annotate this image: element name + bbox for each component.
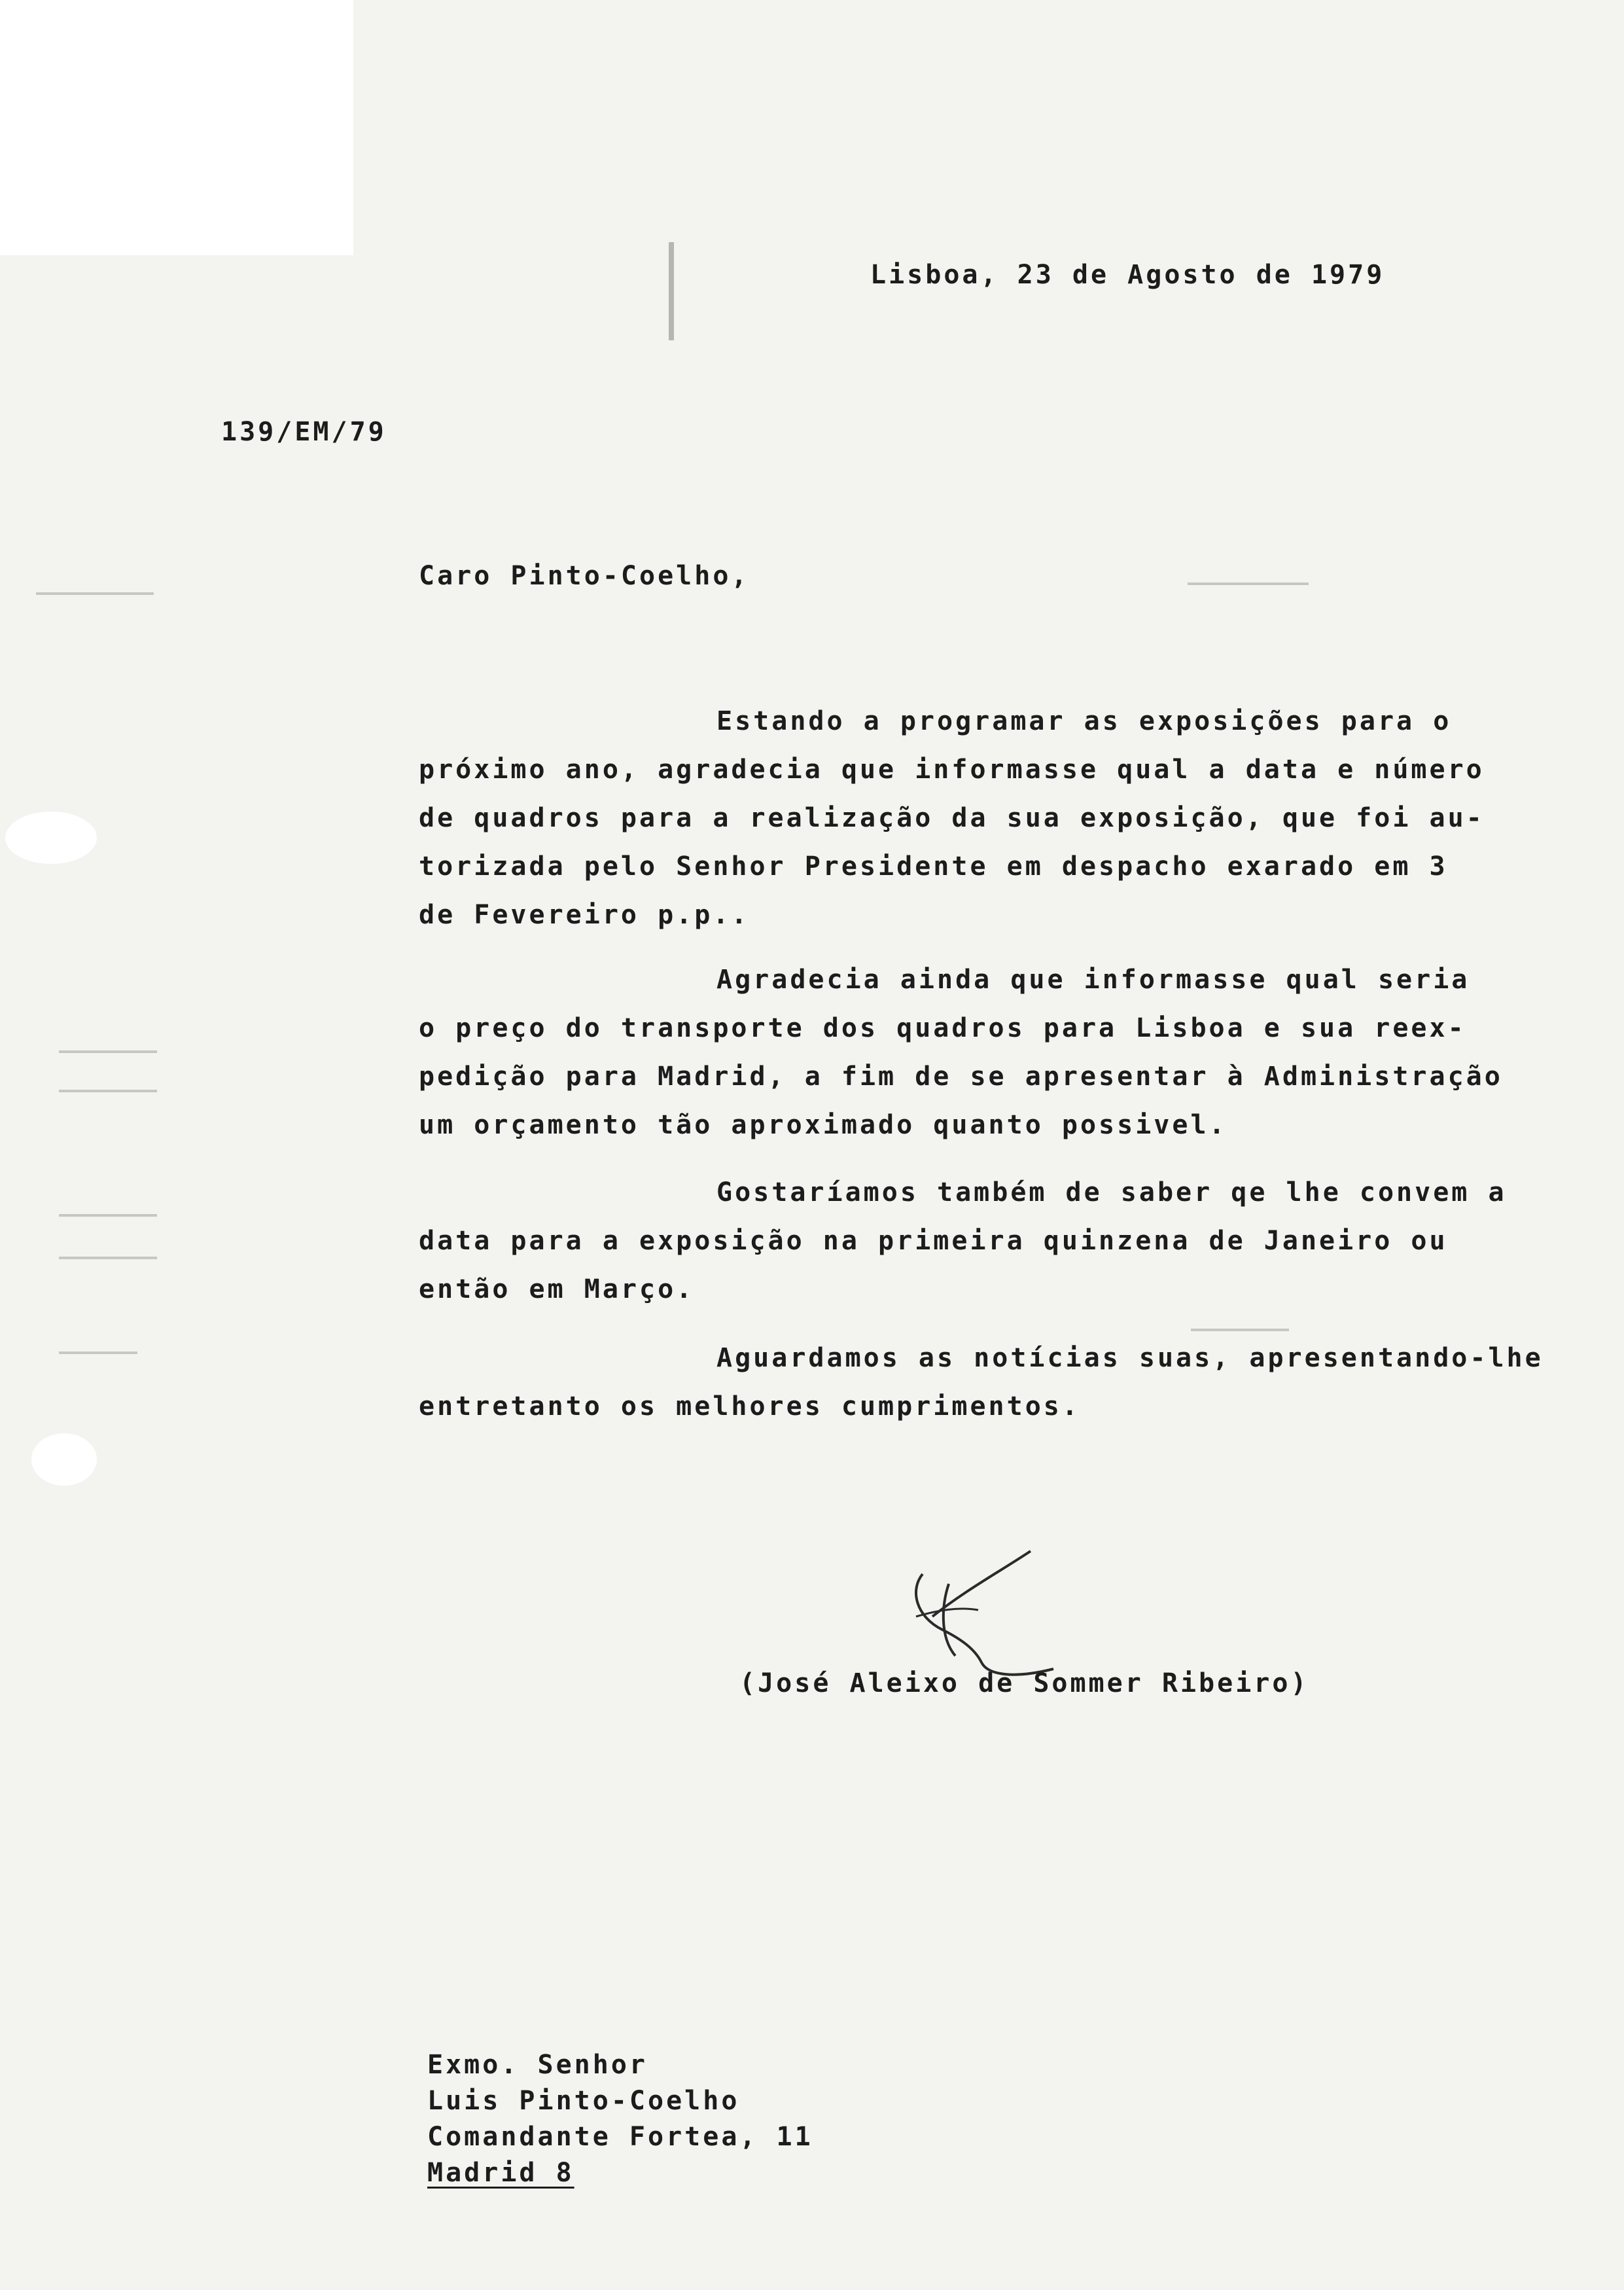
paragraph-line: torizada pelo Senhor Presidente em despacho exarado em 3	[419, 851, 1448, 882]
body-paragraph-4	[419, 1334, 1544, 1431]
folded-corner	[0, 0, 353, 255]
paragraph-line: de quadros para a realização da sua exposição, que foi au-	[419, 803, 1485, 833]
paragraph-line: Aguardamos as notícias suas, apresentando-lhe	[716, 1343, 1544, 1373]
punch-hole	[5, 812, 97, 864]
paragraph-line: de Fevereiro p.p..	[419, 900, 750, 930]
paragraph-line: entretanto os melhores cumprimentos.	[419, 1391, 1080, 1422]
bleed-mark	[1191, 1329, 1289, 1331]
paragraph-line: um orçamento tão aproximado quanto possivel.	[419, 1110, 1227, 1140]
address-line-3: Comandante Fortea, 11	[427, 2122, 813, 2152]
body-paragraph-1	[419, 697, 1485, 939]
paragraph-line: Estando a programar as exposições para o	[716, 706, 1452, 736]
bleed-mark	[59, 1050, 157, 1053]
signatory-name: (José Aleixo de Sommer Ribeiro)	[739, 1668, 1309, 1698]
address-line-4: Madrid 8	[427, 2158, 574, 2188]
address-line-1: Exmo. Senhor	[427, 2050, 648, 2080]
bleed-mark	[59, 1351, 137, 1354]
bleed-mark	[59, 1214, 157, 1217]
paragraph-line: pedição para Madrid, a fim de se apresentar à Administração	[419, 1062, 1503, 1092]
bleed-mark	[59, 1257, 157, 1259]
body-paragraph-3	[419, 1168, 1507, 1314]
date-line: Lisboa, 23 de Agosto de 1979	[870, 260, 1385, 290]
address-line-2: Luis Pinto-Coelho	[427, 2086, 740, 2116]
bleed-mark	[59, 1090, 157, 1092]
bleed-mark	[1188, 582, 1309, 585]
bleed-mark	[36, 592, 154, 595]
punch-hole	[31, 1433, 97, 1486]
paragraph-line: então em Março.	[419, 1274, 695, 1304]
paragraph-line: data para a exposição na primeira quinzena de Janeiro ou	[419, 1226, 1448, 1256]
reference-number: 139/EM/79	[221, 417, 387, 447]
paragraph-line: o preço do transporte dos quadros para Lisboa e sua reex-	[419, 1013, 1466, 1043]
bleed-mark	[669, 242, 674, 340]
paragraph-line: Agradecia ainda que informasse qual seria	[716, 965, 1470, 995]
handwritten-signature	[903, 1545, 1073, 1682]
paragraph-line: próximo ano, agradecia que informasse qual a data e número	[419, 755, 1485, 785]
salutation: Caro Pinto-Coelho,	[419, 561, 750, 591]
paragraph-line: Gostaríamos também de saber qe lhe convem a	[716, 1177, 1507, 1208]
body-paragraph-2	[419, 956, 1503, 1149]
